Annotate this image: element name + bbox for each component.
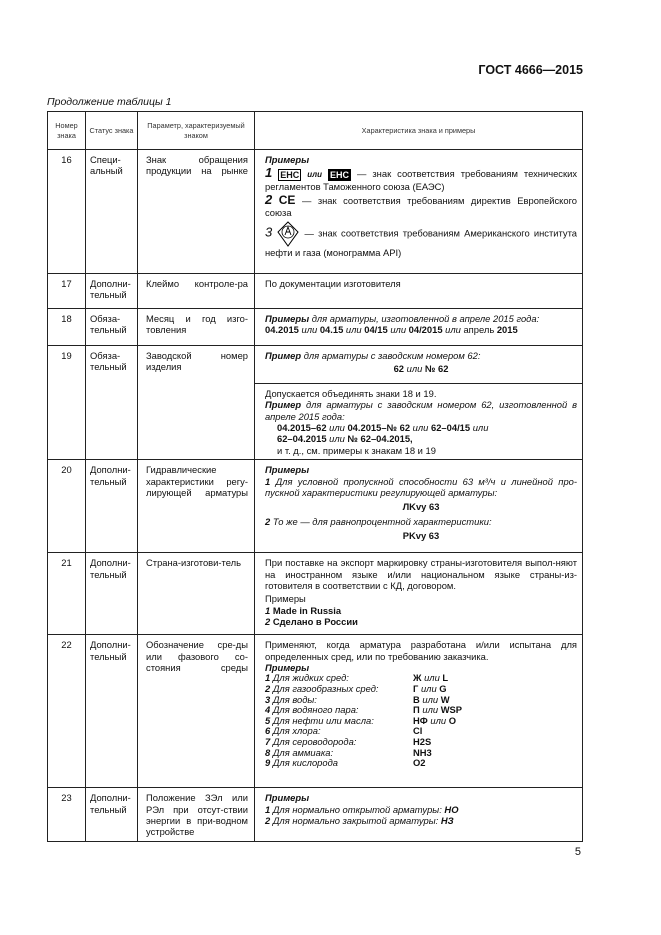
media-code: [413, 716, 577, 727]
media-code: [413, 737, 577, 748]
value: 04.2015: [265, 324, 299, 336]
example-label: То же — для равнопроцентной характеристики:: [272, 515, 492, 527]
row-number: 20: [48, 460, 86, 553]
example-lead: Примеры: [265, 313, 310, 324]
example-value: НЗ: [440, 815, 454, 827]
example-value: PKvy 63: [402, 530, 440, 542]
media-label-text: Для кислорода: [272, 757, 338, 769]
row-description: [255, 553, 583, 635]
code: O2: [413, 757, 426, 769]
row-status: Дополни-тельный: [86, 460, 138, 553]
example-item: [265, 605, 577, 616]
example-lead-rest: для арматуры с заводским номером 62:: [303, 350, 481, 361]
or-word: или: [472, 422, 489, 434]
row-number: 22: [48, 635, 86, 788]
example-values: [265, 363, 577, 374]
code: NH3: [413, 746, 432, 758]
row-parameter: Страна-изготови-тель: [138, 553, 255, 635]
eac-mark-outline-icon: EHC: [330, 169, 350, 180]
media-label-text: Для сероводорода:: [272, 736, 357, 748]
value: 04.2015–№ 62: [347, 422, 411, 434]
code: G: [439, 683, 447, 695]
example-item: [265, 616, 577, 627]
col-header-parameter: Параметр, характеризуемый знаком: [138, 112, 255, 150]
or-word: или: [422, 693, 439, 705]
standard-designation: ГОСТ 4666—2015: [478, 63, 583, 77]
row-description: [255, 788, 583, 842]
col-header-description: Характеристика знака и примеры: [255, 112, 583, 150]
example-text: — знак соответствия требованиям Американского института нефти и газа (монограмма API): [265, 227, 577, 259]
or-word: или: [445, 324, 461, 336]
row-description: По документации изготовителя: [255, 274, 583, 309]
example-tail: и т. д., см. примеры к знакам 18 и 19: [277, 444, 436, 456]
or-word: или: [329, 433, 345, 445]
table-continuation-caption: Продолжение таблицы 1: [47, 96, 172, 108]
example-text: — знак соответствия требованиям технических регламентов Таможенного союза (ЕАЭС): [265, 168, 578, 192]
or-word: или: [345, 324, 362, 336]
example-number: 2: [265, 616, 271, 628]
row-number: 23: [48, 788, 86, 842]
code: О: [448, 714, 457, 726]
example-lead-rest: для арматуры с заводским номером 62, изготовленной в апреле 2015 года:: [265, 399, 577, 422]
media-label-text: Для воды:: [272, 693, 317, 705]
example-label: Для нормально открытой арматуры:: [272, 803, 442, 815]
example-number: 7: [265, 736, 271, 748]
value: 04.2015–62: [277, 422, 327, 434]
row-number: 17: [48, 274, 86, 309]
media-code: [413, 758, 577, 769]
col-header-number: Номер знака: [48, 112, 86, 150]
example-values: [265, 422, 577, 456]
row-number: 16: [48, 150, 86, 274]
row-parameter: Заводской номер изделия: [138, 346, 255, 460]
value: 2015: [496, 324, 518, 336]
example-text: — знак соответствия требованиям директив Европейского союза: [265, 195, 577, 218]
row-description: [255, 346, 583, 460]
description-text: При поставке на экспорт маркировку страны-изготовителя выпол-няют на иностранном языке и/или национальном языке страны-из-готовителя в соответствии с КД, договором.: [265, 557, 577, 592]
code: НФ: [413, 714, 428, 726]
or-word: или: [307, 170, 322, 180]
code: В: [413, 693, 420, 705]
example-item: [265, 815, 577, 826]
table-row: [48, 635, 583, 788]
example-values: [265, 324, 577, 335]
example-intro: [265, 313, 577, 324]
row-parameter: Знак обращения продукции на рынке: [138, 150, 255, 274]
media-label: [265, 758, 413, 769]
row-number: 21: [48, 553, 86, 635]
note-text: Допускается объединять знаки 18 и 19.: [265, 387, 437, 399]
value: 04/2015: [408, 324, 443, 336]
table-row: [48, 460, 583, 553]
example-number: 6: [265, 725, 271, 737]
example-number: 8: [265, 746, 271, 758]
example-number: 3: [265, 693, 271, 705]
description-text: Применяют, когда арматура разработана и/или испытана для определенных сред, или по требованию заказчика.: [265, 639, 577, 662]
examples-title: Примеры: [265, 792, 310, 804]
example-intro: [265, 399, 577, 422]
example-api: [265, 221, 577, 258]
example-number: 2: [265, 515, 271, 527]
row-status: Дополни-тельный: [86, 635, 138, 788]
code: WSP: [440, 704, 463, 716]
code: W: [440, 693, 450, 705]
example-eac: [265, 167, 577, 192]
row-status: Обяза-тельный: [86, 309, 138, 346]
table-row: [48, 309, 583, 346]
example-value: НО: [444, 803, 459, 815]
table-row: [48, 150, 583, 274]
example-lead-rest: для арматуры, изготовленной в апреле 2015 года:: [311, 313, 540, 324]
row-status: Дополни-тельный: [86, 274, 138, 309]
row-parameter: Месяц и год изго-товления: [138, 309, 255, 346]
code: Ж: [413, 672, 422, 684]
row-description: [255, 309, 583, 346]
col-header-status: Статус знака: [86, 112, 138, 150]
example-text: [265, 516, 577, 527]
or-word: или: [430, 714, 447, 726]
row-description: [255, 150, 583, 274]
example-text: [265, 476, 577, 499]
row-parameter: Обозначение сре-ды или фазового со-стояния среды: [138, 635, 255, 788]
media-label-text: Для нефти или масла:: [272, 714, 374, 726]
table-header-row: [48, 112, 583, 150]
or-word: или: [406, 363, 423, 375]
or-word: или: [420, 683, 437, 695]
example-number: 2: [265, 192, 273, 208]
value: 62: [393, 363, 404, 375]
combined-marks-block: [255, 383, 582, 456]
page-number: 5: [574, 846, 581, 858]
media-code: [413, 748, 577, 759]
or-word: или: [329, 422, 345, 434]
example-ce: [265, 194, 577, 218]
example-value: ЛKvy 63: [402, 501, 440, 513]
media-label-text: Для жидких сред:: [272, 672, 349, 684]
table-row: [48, 274, 583, 309]
example-label: Для условной пропускной способности 63 м³/ч и линейной про-пускной характеристики регулирующей арматуры:: [265, 475, 577, 499]
example-number: 1: [265, 475, 271, 487]
code: Г: [413, 683, 419, 695]
ce-mark-icon: CE: [278, 193, 296, 208]
example-number: 2: [265, 815, 271, 827]
row-description: [255, 635, 583, 788]
example-number: 1: [265, 165, 273, 181]
media-list: [265, 673, 577, 768]
table-row: [48, 346, 583, 460]
value-month-word: апрель: [463, 324, 495, 336]
row-status: Дополни-тельный: [86, 553, 138, 635]
example-item: [265, 804, 577, 815]
example-value: Made in Russia: [272, 604, 342, 616]
code: Cl: [413, 725, 423, 737]
example-number: 9: [265, 757, 271, 769]
examples-title: Примеры: [265, 662, 310, 674]
example-number: 3: [265, 224, 273, 240]
value: 04.15: [319, 324, 344, 336]
media-code: [413, 726, 577, 737]
marking-table: [47, 111, 583, 842]
row-number: 19: [48, 346, 86, 460]
example-label: Для нормально закрытой арматуры:: [272, 815, 439, 827]
table-row: [48, 553, 583, 635]
row-description: [255, 460, 583, 553]
table-row: [48, 788, 583, 842]
example-number: 2: [265, 683, 271, 695]
or-word: или: [422, 704, 439, 716]
api-monogram-icon: [276, 221, 300, 247]
example-value: Сделано в России: [272, 616, 358, 628]
row-status: Обяза-тельный: [86, 346, 138, 460]
example-lead: Пример: [265, 399, 302, 411]
example-number: 1: [265, 604, 271, 616]
row-number: 18: [48, 309, 86, 346]
row-parameter: Клеймо контроле-ра: [138, 274, 255, 309]
example-number: 1: [265, 803, 271, 815]
media-label-text: Для газообразных сред:: [272, 683, 379, 695]
or-word: или: [412, 422, 429, 434]
examples-title: Примеры: [265, 154, 310, 165]
example-number: 5: [265, 714, 271, 726]
examples-title: Примеры: [265, 593, 306, 605]
example-number: 4: [265, 704, 271, 716]
or-word: или: [390, 324, 407, 336]
value: № 62–04.2015,: [347, 433, 413, 445]
value: 04/15: [364, 324, 388, 336]
eac-mark-icon: EHC: [280, 169, 300, 180]
code: П: [413, 704, 420, 716]
or-word: или: [301, 324, 318, 336]
example-intro: [265, 350, 577, 361]
row-parameter: Положение ЗЭл или РЭл при отсут-ствии энергии в при-водном устройстве: [138, 788, 255, 842]
example-lead: Пример: [265, 350, 302, 361]
examples-title: Примеры: [265, 464, 310, 476]
or-word: или: [424, 672, 440, 684]
row-parameter: Гидравлические характеристики регу-лирующей арматуры: [138, 460, 255, 553]
value: 62–04.2015: [277, 433, 327, 445]
code: H2S: [413, 736, 432, 748]
example-number: 1: [265, 672, 271, 684]
value: № 62: [424, 363, 449, 375]
row-status: Дополни-тельный: [86, 788, 138, 842]
value: 62–04/15: [431, 422, 471, 434]
code: L: [442, 672, 449, 684]
row-status: Специ-альный: [86, 150, 138, 274]
media-label-text: Для хлора:: [272, 725, 321, 737]
media-label-text: Для водяного пара:: [272, 704, 359, 716]
media-label-text: Для аммиака:: [272, 746, 334, 758]
